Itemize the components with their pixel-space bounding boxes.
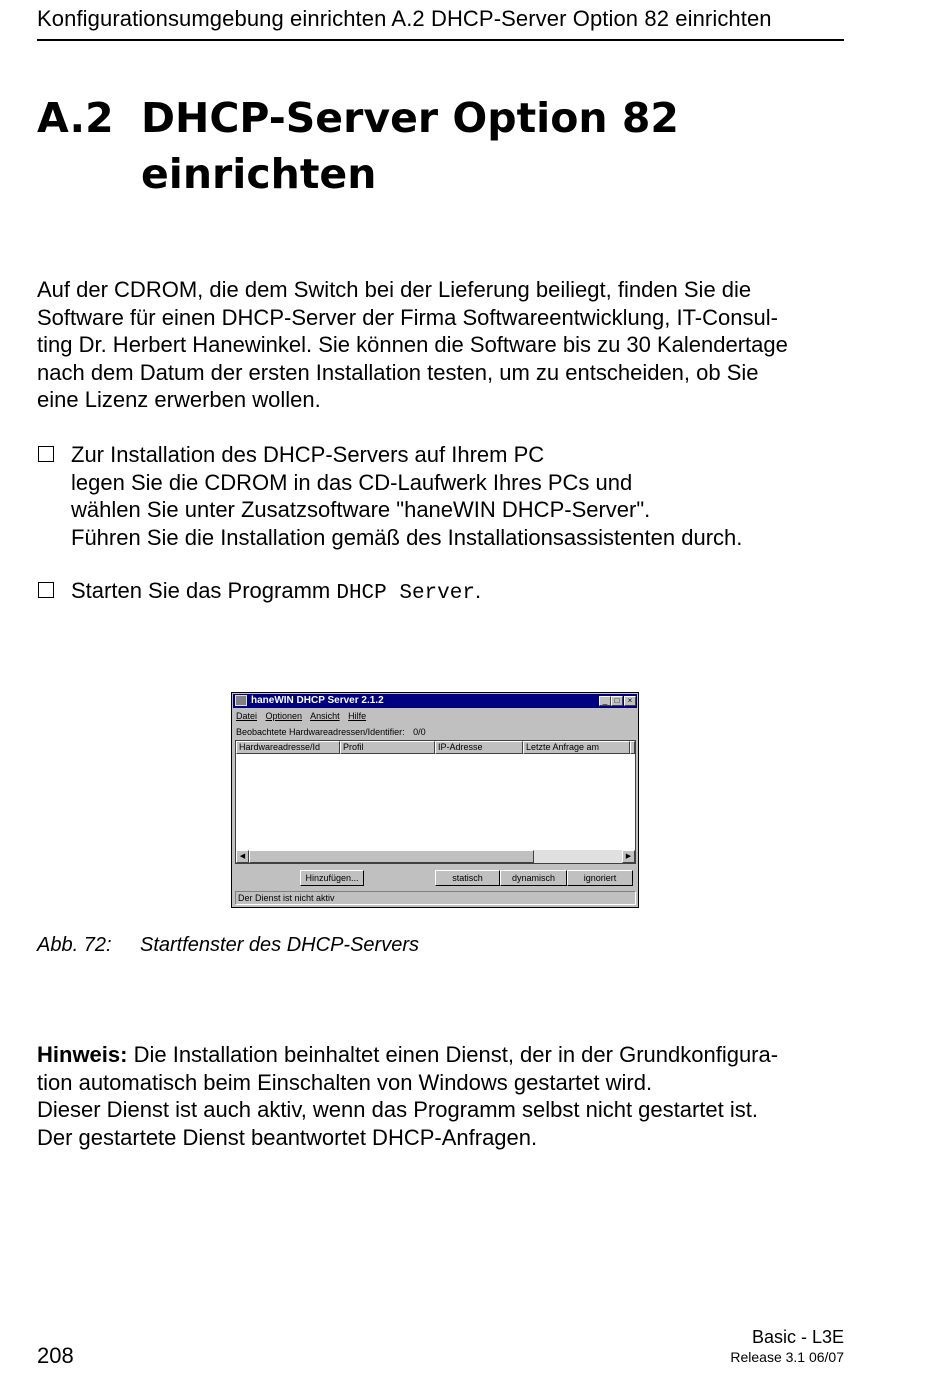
- intro-line: ting Dr. Herbert Hanewinkel. Sie können die Software bis zu 30 Kalendertage: [37, 332, 788, 357]
- note-paragraph: [37, 1041, 849, 1151]
- header-rule: [37, 39, 844, 41]
- step-checkbox: [38, 446, 54, 462]
- scrollbar-thumb[interactable]: [249, 850, 534, 863]
- menu-datei[interactable]: Datei: [236, 711, 258, 721]
- column-header-hardware[interactable]: Hardwareadresse/Id: [236, 741, 340, 754]
- note-label: Hinweis:: [37, 1042, 128, 1067]
- intro-line: Auf der CDROM, die dem Switch bei der Lieferung beiliegt, finden Sie die: [37, 277, 752, 302]
- step-2-suffix: .: [474, 578, 482, 603]
- intro-line: nach dem Datum der ersten Installation testen, um zu entscheiden, ob Sie: [37, 359, 759, 385]
- intro-paragraph: [37, 276, 849, 414]
- dhcp-server-window: [231, 692, 639, 908]
- note-line: Der gestartete Dienst beantwortet DHCP-Anfragen.: [37, 1124, 538, 1150]
- intro-line: Software für einen DHCP-Server der Firma Softwareentwicklung, IT-Consul-: [37, 304, 778, 330]
- info-label: Beobachtete Hardwareadressen/Identifier:: [236, 727, 405, 737]
- add-button[interactable]: Hinzufügen...: [300, 870, 364, 886]
- menu-bar: [236, 711, 372, 721]
- step-2-text: [71, 577, 851, 608]
- window-title: haneWIN DHCP Server 2.1.2: [251, 695, 384, 706]
- observed-addresses-info: [236, 727, 426, 737]
- scroll-left-icon[interactable]: ◀: [236, 850, 249, 863]
- app-icon: [235, 695, 247, 706]
- column-header-ip[interactable]: IP-Adresse: [435, 741, 523, 754]
- address-list[interactable]: [235, 740, 636, 864]
- figure-caption: Startfenster des DHCP-Servers: [140, 934, 419, 956]
- close-icon[interactable]: ×: [624, 696, 636, 706]
- step-1-line: wählen Sie unter Zusatzsoftware "haneWIN DHCP-Server".: [71, 497, 651, 522]
- running-header: Konfigurationsumgebung einrichten A.2 DHCP-Server Option 82 einrichten: [37, 6, 772, 31]
- static-button[interactable]: statisch: [435, 870, 500, 886]
- step-1-text: [71, 441, 851, 551]
- dynamic-button[interactable]: dynamisch: [500, 870, 567, 886]
- status-bar: Der Dienst ist nicht aktiv: [235, 891, 636, 905]
- ignored-button[interactable]: ignoriert: [567, 870, 633, 886]
- minimize-icon[interactable]: _: [599, 696, 611, 706]
- step-1-line: legen Sie die CDROM in das CD-Laufwerk Ihres PCs und: [71, 469, 633, 495]
- column-header-last-request[interactable]: Letzte Anfrage am: [523, 741, 630, 754]
- footer-release: Release 3.1 06/07: [730, 1349, 844, 1365]
- intro-line: eine Lizenz erwerben wollen.: [37, 387, 321, 412]
- section-title-line1: DHCP-Server Option 82: [141, 94, 679, 142]
- maximize-icon[interactable]: □: [611, 696, 623, 706]
- menu-ansicht[interactable]: Ansicht: [310, 711, 340, 721]
- page-number: 208: [37, 1343, 74, 1368]
- horizontal-scrollbar[interactable]: [236, 850, 635, 863]
- menu-hilfe[interactable]: Hilfe: [348, 711, 367, 721]
- footer-product: Basic - L3E: [751, 1327, 844, 1347]
- info-value: 0/0: [413, 727, 426, 737]
- step-checkbox: [38, 582, 54, 598]
- column-header-filler: [630, 741, 635, 754]
- section-number: A.2: [37, 94, 114, 142]
- program-name-code: DHCP Server: [336, 582, 475, 605]
- window-titlebar: [233, 694, 637, 708]
- step-1-line: Zur Installation des DHCP-Servers auf Ihrem PC: [71, 442, 545, 467]
- figure-label: Abb. 72:: [37, 934, 112, 956]
- note-line: Die Installation beinhaltet einen Dienst, der in der Grundkonfigura-: [127, 1042, 779, 1067]
- scroll-right-icon[interactable]: ▶: [622, 850, 635, 863]
- section-title-line2: einrichten: [141, 150, 377, 198]
- step-2-label: Starten Sie das Programm: [71, 578, 337, 603]
- note-line: Dieser Dienst ist auch aktiv, wenn das Programm selbst nicht gestartet ist.: [37, 1097, 758, 1122]
- column-header-profil[interactable]: Profil: [340, 741, 435, 754]
- menu-optionen[interactable]: Optionen: [265, 711, 303, 721]
- step-1-line: Führen Sie die Installation gemäß des Installationsassistenten durch.: [71, 524, 743, 550]
- note-line: tion automatisch beim Einschalten von Windows gestartet wird.: [37, 1069, 653, 1095]
